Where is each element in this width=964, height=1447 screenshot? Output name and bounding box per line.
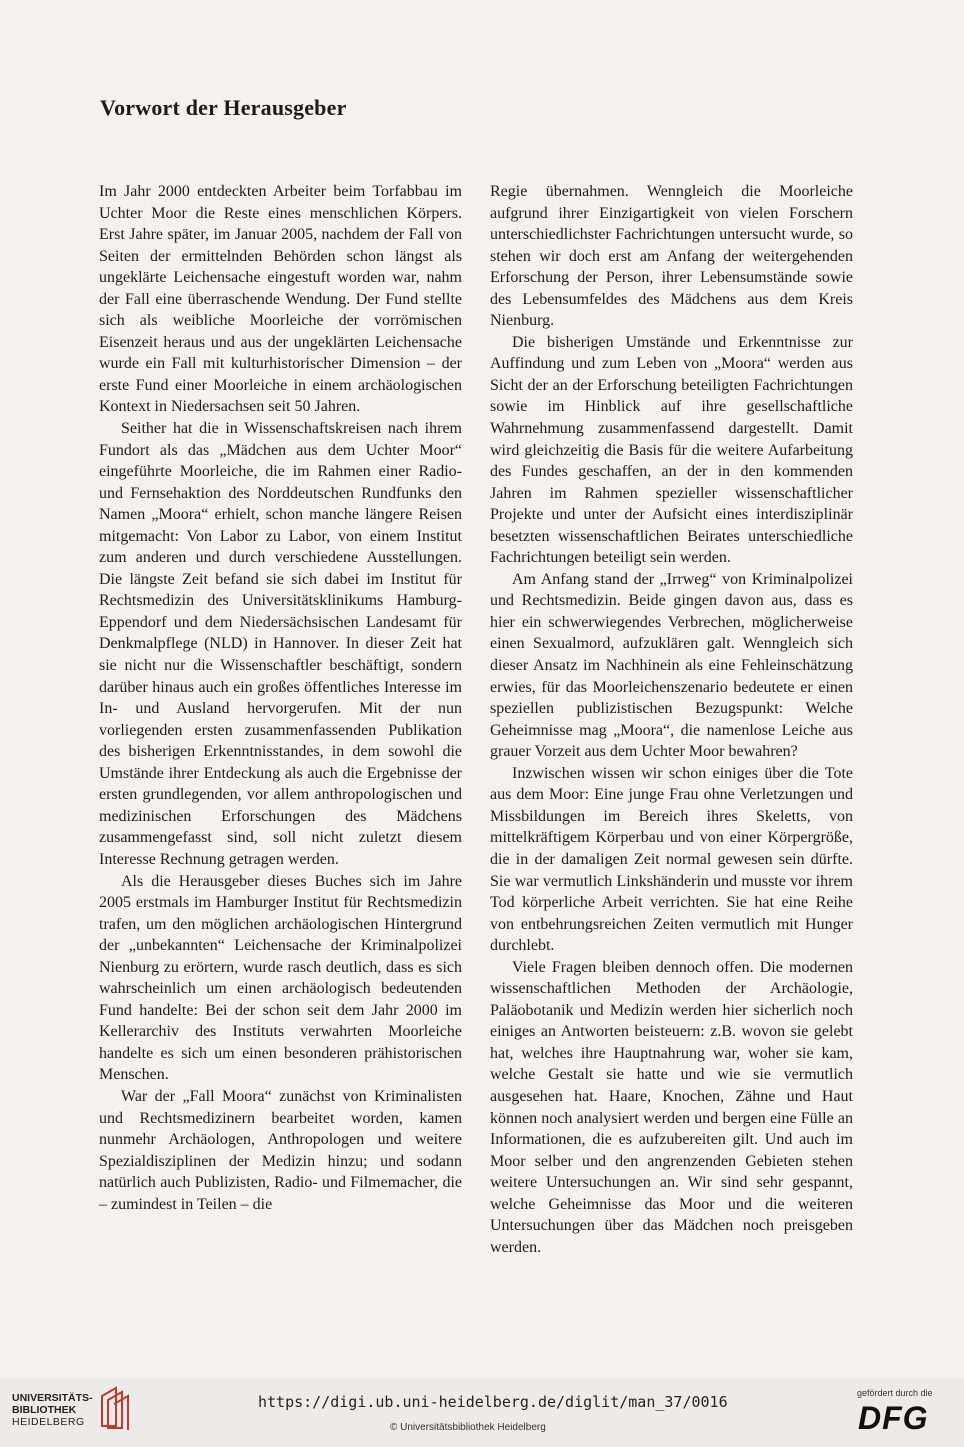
paragraph: Im Jahr 2000 entdeckten Arbeiter beim Torfabbau im Uchter Moor die Reste eines menschlichen Körpers. Erst Jahre später, im Januar 2005, nachdem der Fall von Seiten der ermittelnden Behörden schon längst als ungeklärte Leichensache eingestuft worden war, nahm der Fall eine überraschende Wendung. Der Fund stellte sich als weibliche Moorleiche der vorrömischen Eisenzeit heraus und aus der ungeklärten Leichensache wurde ein Fall mit kulturhistorischer Dimension – der erste Fund einer Moorleiche in einem archäologischen Kontext in Niedersachsen seit 50 Jahren.: [99, 183, 462, 416]
paragraph: Viele Fragen bleiben dennoch offen. Die modernen wissenschaftlichen Methoden der Archäologie, Paläobotanik und Medizin werden hier sicherlich noch einiges an Antworten beisteuern: z.B. wovon sie gelebt hat, welches ihre Hauptnahrung war, woher sie kam, welche Gestalt sie hatte und wie sie vermutlich ausgesehen hat. Haare, Knochen, Zähne und Haut können noch analysiert werden und bergen eine Fülle an Informationen, die es aufzubereiten gilt. Und auch im Moor selber und den angrenzenden Gebieten stehen weitere Untersuchungen an. Wir sind sehr gespannt, welche Geheimnisse das Moor und die weiteren Untersuchungen über das Mädchen noch preisgeben werden.: [490, 958, 853, 1256]
library-logo-icon: [98, 1386, 134, 1430]
funded-by-text: gefördert durch die: [857, 1388, 933, 1398]
page-title: Vorwort der Herausgeber: [100, 95, 347, 120]
left-column: [99, 181, 462, 1215]
paragraph: Inzwischen wissen wir schon einiges über die Tote aus dem Moor: Eine junge Frau ohne Verletzungen und Missbildungen im Bereich ihres Skeletts, von mittelkräftigem Körperbau und von einer Körpergröße, die in der damaligen Zeit normal gewesen sein dürfte. Sie war vermutlich Linkshänderin und musste vor ihrem Tod körperliche Arbeit verrichten. Sie hat eine Reihe von entbehrungsreichen Zeiten vermutlich mit Hunger durchlebt.: [490, 764, 853, 955]
copyright-text: © Universitätsbibliothek Heidelberg: [390, 1422, 546, 1433]
viewer-footer: [0, 1378, 964, 1447]
paragraph: Als die Herausgeber dieses Buches sich im Jahre 2005 erstmals im Hamburger Institut für Rechtsmedizin trafen, um den möglichen archäologischen Hintergrund der „unbekannten“ Leichensache der Kriminalpolizei Nienburg zu erörtern, wurde rasch deutlich, dass es sich wahrscheinlich um einen archäologisch bedeutenden Fund handelte: Bei der schon seit dem Jahr 2000 im Kellerarchiv des Instituts verwahrten Moorleiche handelte es sich um einen besonderen prähistorischen Menschen.: [99, 872, 462, 1084]
paragraph: War der „Fall Moora“ zunächst von Kriminalisten und Rechtsmedizinern bearbeitet worden, kamen nunmehr Archäologen, Anthropologen und weitere Spezialdisziplinen der Medizin hinzu; und sodann natürlich auch Publizisten, Radio- und Filmemacher, die – zumindest in Teilen – die: [99, 1087, 462, 1213]
paragraph: Am Anfang stand der „Irrweg“ von Kriminalpolizei und Rechtsmedizin. Beide gingen davon aus, dass es hier ein schwerwiegendes Verbrechen, möglicherweise einen Sexualmord, aufzuklären galt. Wenngleich sich dieser Ansatz im Nachhinein als eine Fehleinschätzung erwies, für das Moorleichenszenario bedeutete er einen speziellen publizistischen Bezugspunkt: Welche Geheimnisse mag „Moora“, die namenlose Leiche aus grauer Vorzeit aus dem Uchter Moor bewahren?: [490, 570, 853, 761]
library-name-line: UNIVERSITÄTS-: [12, 1392, 93, 1404]
dfg-logo[interactable]: DFG: [858, 1400, 929, 1436]
right-column: [490, 181, 853, 1258]
document-url-link[interactable]: https://digi.ub.uni-heidelberg.de/diglit/man_37/0016: [258, 1393, 728, 1411]
paragraph: Die bisherigen Umstände und Erkenntnisse zur Auffindung und zum Leben von „Moora“ werden aus Sicht der an der Erforschung beteiligten Fachrichtungen sowie im Hinblick auf ihre gesellschaftliche Wahrnehmung zusammenfassend dargestellt. Damit wird gleichzeitig die Basis für die weitere Aufarbeitung des Fundes geschaffen, an der in den kommenden Jahren im Rahmen spezieller wissenschaftlicher Projekte und unter der Aufsicht eines interdisziplinär besetzten wissenschaftlichen Beirates unterschiedliche Fachrichtungen beteiligt sein werden.: [490, 333, 853, 567]
library-city: HEIDELBERG: [12, 1416, 85, 1428]
paragraph: Seither hat die in Wissenschaftskreisen nach ihrem Fundort als das „Mädchen aus dem Uchter Moor“ eingeführte Moorleiche, die im Rahmen einer Radio- und Fernsehaktion des Norddeutschen Rundfunks den Namen „Moora“ erhielt, schon manche längere Reisen mitgemacht: Von Labor zu Labor, von einem Institut zum anderen und durch verschiedene Ausstellungen. Die längste Zeit befand sie sich dabei im Institut für Rechtsmedizin des Universitätsklinikums Hamburg-Eppendorf und dem Niedersächsischen Landesamt für Denkmalpflege (NLD) in Hannover. In dieser Zeit hat sie nicht nur die Wissenschaftler beschäftigt, sondern darüber hinaus auch ein großes öffentliches Interesse im In- und Ausland hervorgerufen. Mit der nun vorliegenden ersten zusammenfassenden Publikation des bisherigen Erkenntnisstandes, in dem sowohl die Umstände ihrer Entdeckung als auch die Ergebnisse der ersten grundlegenden, vor allem anthropologischen und medizinischen Erforschungen des Mädchens zusammengefasst sind, soll nicht zuletzt diesem Interesse Rechnung getragen werden.: [99, 420, 462, 868]
library-logo[interactable]: [12, 1392, 93, 1428]
library-name-line: BIBLIOTHEK: [12, 1404, 77, 1416]
paragraph: Regie übernahmen. Wenngleich die Moorleiche aufgrund ihrer Einzigartigkeit von vielen Forschern unterschiedlichster Fachrichtungen untersucht wurde, so stehen wir doch erst am Anfang der weitergehenden Erforschung der Person, ihrer Lebensumstände sowie des Lebensumfeldes des Mädchens aus dem Kreis Nienburg.: [490, 183, 853, 330]
